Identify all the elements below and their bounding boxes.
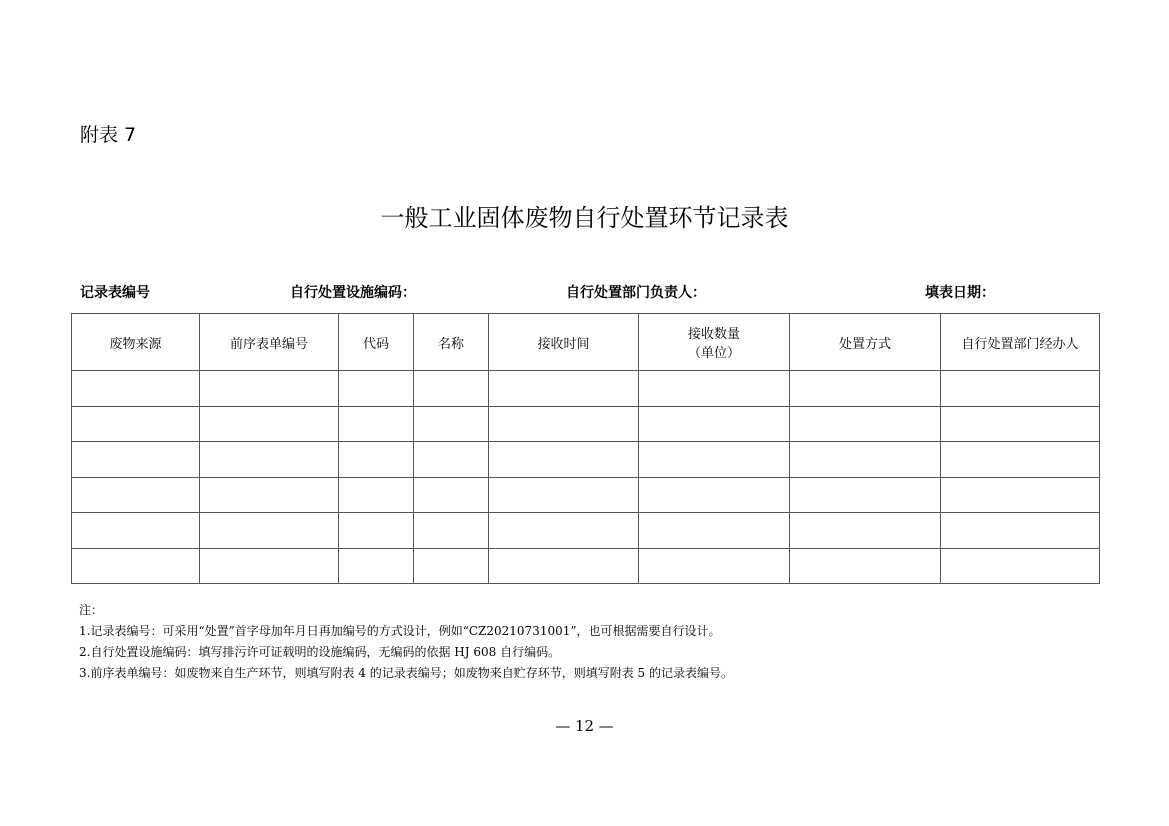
- table-cell[interactable]: [639, 442, 790, 478]
- table-cell[interactable]: [639, 477, 790, 513]
- record-number-label: 记录表编号: [80, 285, 150, 301]
- col-receive-quantity: [639, 314, 790, 371]
- table-cell[interactable]: [339, 406, 414, 442]
- table-row: [72, 477, 1100, 513]
- table-cell[interactable]: [941, 513, 1100, 549]
- header-row: [72, 314, 1100, 371]
- table-cell[interactable]: [339, 371, 414, 407]
- table-cell[interactable]: [790, 477, 941, 513]
- table-cell[interactable]: [414, 406, 489, 442]
- table-cell[interactable]: [72, 548, 200, 584]
- table-row: [72, 371, 1100, 407]
- col-code: 代码: [339, 314, 414, 371]
- table-cell[interactable]: [941, 371, 1100, 407]
- page-title: 一般工业固体废物自行处置环节记录表: [380, 204, 789, 232]
- table-cell[interactable]: [489, 548, 639, 584]
- table-cell[interactable]: [639, 406, 790, 442]
- table-cell[interactable]: [414, 477, 489, 513]
- table-cell[interactable]: [72, 477, 200, 513]
- table-cell[interactable]: [489, 442, 639, 478]
- table-cell[interactable]: [72, 513, 200, 549]
- notes: [79, 600, 733, 684]
- table-cell[interactable]: [790, 371, 941, 407]
- note-item: 1.记录表编号：可采用“处置”首字母加年月日再加编号的方式设计，例如“CZ20210731001”，也可根据需要自行设计。: [79, 624, 721, 638]
- table-cell[interactable]: [200, 371, 339, 407]
- notes-label: 注：: [79, 603, 104, 617]
- record-table: [71, 313, 1100, 584]
- table-cell[interactable]: [200, 442, 339, 478]
- appendix-label: 附表 7: [80, 124, 137, 146]
- note-item: 2.自行处置设施编码：填写排污许可证载明的设施编码，无编码的依据 HJ 608 自行编码。: [79, 645, 561, 659]
- table-cell[interactable]: [639, 371, 790, 407]
- col-receive-time: 接收时间: [489, 314, 639, 371]
- table-cell[interactable]: [790, 442, 941, 478]
- table-cell[interactable]: [941, 548, 1100, 584]
- fill-date-label: 填表日期：: [925, 285, 995, 301]
- table-cell[interactable]: [790, 513, 941, 549]
- table-cell[interactable]: [200, 477, 339, 513]
- table-cell[interactable]: [790, 548, 941, 584]
- table-cell[interactable]: [414, 442, 489, 478]
- table-cell[interactable]: [339, 442, 414, 478]
- table-cell[interactable]: [414, 513, 489, 549]
- table-cell[interactable]: [941, 442, 1100, 478]
- table-cell[interactable]: [414, 548, 489, 584]
- table-cell[interactable]: [639, 513, 790, 549]
- dept-head-label: 自行处置部门负责人：: [566, 285, 706, 301]
- col-name: 名称: [414, 314, 489, 371]
- page-number: — 12 —: [555, 717, 614, 735]
- table-row: [72, 513, 1100, 549]
- table-cell[interactable]: [489, 371, 639, 407]
- table-cell[interactable]: [639, 548, 790, 584]
- col-disposal-method: 处置方式: [790, 314, 941, 371]
- note-item: 3.前序表单编号：如废物来自生产环节，则填写附表 4 的记录表编号；如废物来自贮存环节，则填写附表 5 的记录表编号。: [79, 666, 733, 680]
- table-cell[interactable]: [339, 513, 414, 549]
- table-row: [72, 548, 1100, 584]
- table-cell[interactable]: [72, 442, 200, 478]
- table-row: [72, 442, 1100, 478]
- col-handler: 自行处置部门经办人: [941, 314, 1100, 371]
- table-cell[interactable]: [339, 477, 414, 513]
- table-cell[interactable]: [414, 371, 489, 407]
- table-cell[interactable]: [200, 548, 339, 584]
- table-cell[interactable]: [489, 513, 639, 549]
- table-cell[interactable]: [200, 513, 339, 549]
- table-cell[interactable]: [489, 477, 639, 513]
- table-cell[interactable]: [941, 406, 1100, 442]
- table-cell[interactable]: [72, 406, 200, 442]
- facility-code-label: 自行处置设施编码：: [290, 285, 416, 301]
- col-waste-source: 废物来源: [72, 314, 200, 371]
- quantity-label: 接收数量: [687, 327, 740, 342]
- quantity-unit: （单位）: [687, 346, 740, 361]
- table-cell[interactable]: [339, 548, 414, 584]
- table-row: [72, 406, 1100, 442]
- table-cell[interactable]: [489, 406, 639, 442]
- table-cell[interactable]: [790, 406, 941, 442]
- table-cell[interactable]: [941, 477, 1100, 513]
- table-cell[interactable]: [72, 371, 200, 407]
- col-prior-form-no: 前序表单编号: [200, 314, 339, 371]
- table-cell[interactable]: [200, 406, 339, 442]
